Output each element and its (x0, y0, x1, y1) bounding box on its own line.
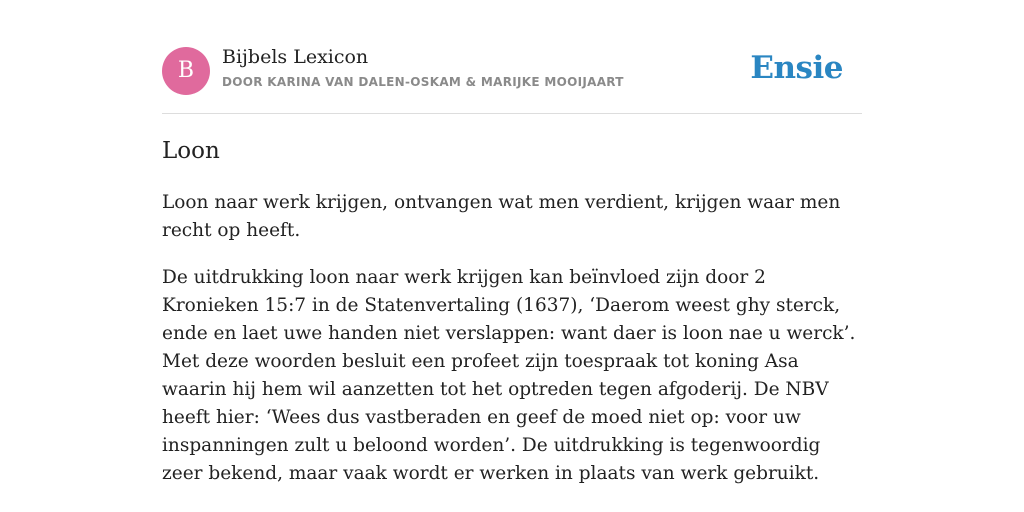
brand-logo[interactable]: Ensie (750, 50, 843, 86)
entry-definition: Loon naar werk krijgen, ontvangen wat men verdient, krijgen waar men recht op heeft. (162, 192, 841, 241)
entry-title: Loon (162, 138, 220, 164)
book-avatar[interactable]: B (162, 47, 210, 95)
book-title[interactable]: Bijbels Lexicon (222, 46, 369, 68)
header (162, 46, 862, 96)
divider (162, 113, 862, 114)
page-container (162, 46, 862, 484)
entry-body: De uitdrukking loon naar werk krijgen kan beïnvloed zijn door 2 Kronieken 15:7 in de Statenvertaling (1637), ‘Daerom weest ghy sterck, ende en laet uwe handen niet verslappen: want daer is loon nae u werck’. Met deze woorden besluit een profeet zijn toespraak tot koning Asa waarin hij hem wil aanzetten tot het optreden tegen afgoderij. De NBV heeft hier: ‘Wees dus vastberaden en geef de moed niet op: voor uw inspanningen zult u beloond worden’. De uitdrukking is tegenwoordig zeer bekend, maar vaak wordt er werken in plaats van werk gebruikt. (162, 267, 856, 484)
book-authors: DOOR KARINA VAN DALEN-OSKAM & MARIJKE MOOIJAART (222, 75, 624, 89)
